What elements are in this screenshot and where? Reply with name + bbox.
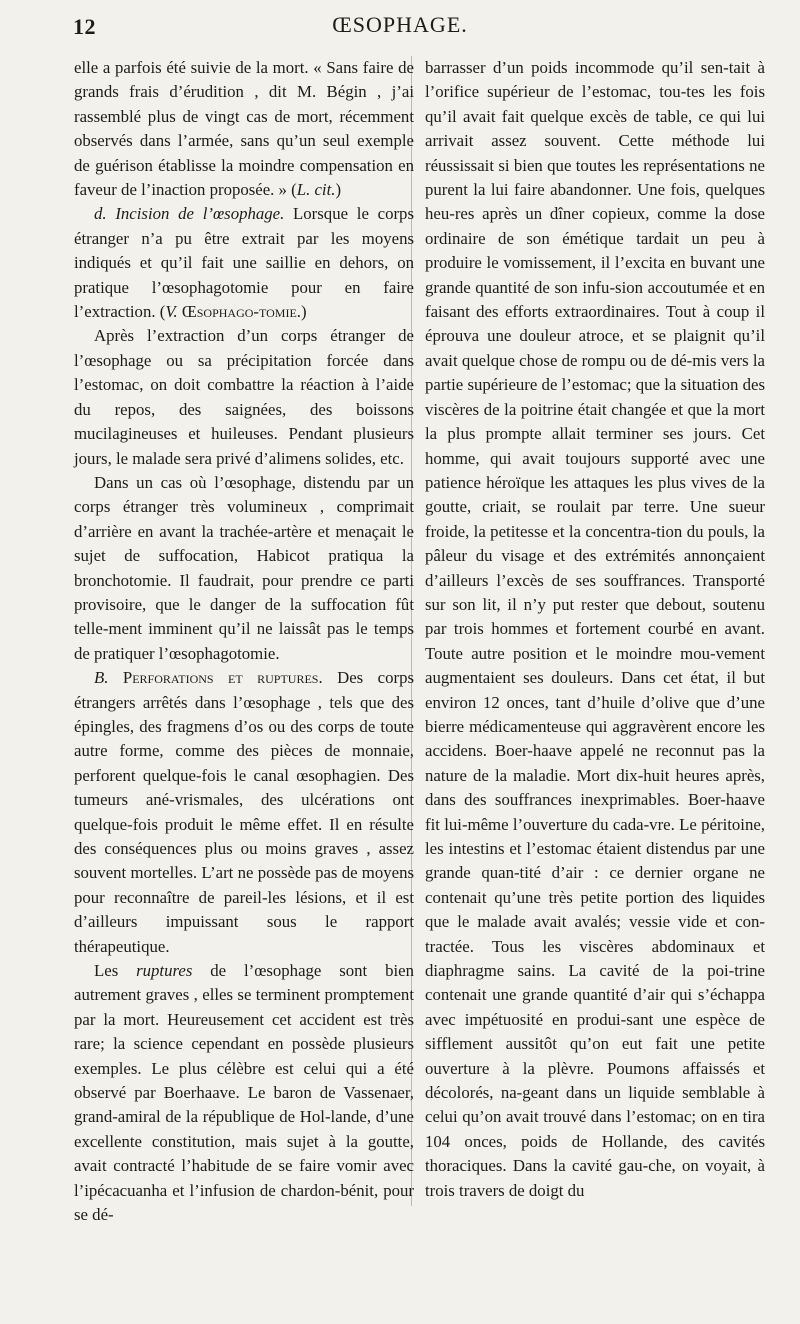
left-column <box>74 56 414 1228</box>
paragraph-text: ) <box>300 302 307 322</box>
paragraph <box>74 202 414 324</box>
paragraph-text: Lorsque le corps étranger n’a pu être extrait par les moyens indiqués et qu’il fait une saillie en dehors, on pratique l’œsophagotomie pour en faire l’extraction. ( <box>74 204 414 322</box>
paragraph <box>74 56 414 202</box>
paragraph <box>74 666 414 959</box>
paragraph: Dans un cas où l’œsophage, distendu par un corps étranger très volumineux , comprimait d’arrière en avant la trachée-artère et menaçait le sujet de suffocation, Habicot pratiqua la bronchotomie. Il faudrait, pour prendre ce parti provisoire, que le danger de la suffocation fût telle-ment imminent qu’il ne laissât pas le temps de pratiquer l’œsophagotomie. <box>74 472 414 663</box>
see-reference: V. <box>165 302 178 322</box>
running-head: ŒSOPHAGE. <box>332 12 468 37</box>
paragraph-text: ) <box>335 180 342 200</box>
right-column <box>425 56 765 1203</box>
section-heading: Perforations et ruptures. <box>108 668 323 688</box>
page-number: 12 <box>73 14 96 39</box>
paragraph-text: elle a parfois été suivie de la mort. « Sans faire de grands frais d’érudition , dit M. Bégin , j’ai rassemblé plus de vingt cas de mort, récemment observés dans l’armée, sans qu’un seul exemple de guérison établisse la moindre compensation en faveur de l’inaction proposée. » ( <box>74 58 414 200</box>
paragraph <box>74 959 414 1227</box>
paragraph: barrasser d’un poids incommode qu’il sen-tait à l’orifice supérieur de l’estomac, tou-tes les fois qu’il avait fait quelque excès de table, ce qui lui arrivait assez souvent. Cette méthode lui réussissait si bien que toutes les représentations ne purent la lui faire abandonner. Une fois, quelques heu-res après un dîner copieux, comme la dose ordinaire de son émétique tardait un peu à produire le vomissement, il l’excita en buvant une grande quantité de son infu-sion accoutumée et en faisant des efforts extraordinaires. Tout à coup il éprouva une douleur atroce, et se plaignit qu’il avait quelque chose de rompu ou de dé-mis vers la partie supérieure de l’estomac; que la situation des viscères de la poitrine était changée et que la mort la plus prompte allait terminer ses jours. Cet homme, qui avait toujours supporté avec une patience héroïque les attaques les plus vives de la goutte, criait, se roulait par terre. Une sueur froide, la petitesse et la concentra-tion du pouls, la pâleur du visage et des extrémités annonçaient d’ailleurs l’excès de ses souffrances. Transporté sur son lit, il n’y put rester que debout, soutenu par trois hommes et fortement courbé en avant. Toute autre position et le moindre mou-vement augmentaient ses douleurs. Dans cet état, il but environ 12 onces, tant d’huile d’olive que d’une bierre médicamenteuse qui aggravèrent encore les accidens. Boer-haave appelé ne reconnut pas la nature de la maladie. Mort dix-huit heures après, dans des souffrances inexprimables. Boer-haave fit lui-même l’ouverture du cada-vre. Le péritoine, les intestins et l’estomac étaient distendus par une grande quan-tité d’air : ce dernier organe ne contenait qu’une très petite portion des liquides que le malade avait avalés; vessie vide et con-tractée. Tous les viscères abdominaux et diaphragme sains. La cavité de la poi-trine contenait une grande quantité d’air qui s’échappa avec impétuosité en produi-sant une espèce de sifflement aussitôt qu’on eut fait une petite ouverture à la plèvre. Poumons affaissés et décolorés, na-geant dans un liquide semblable à celui qu’on avait trouvé dans l’estomac; on en tira 104 onces, poids de Hollande, des cavités thoraciques. Dans la cavité gau-che, on voyait, à trois travers de doigt du <box>425 58 765 1200</box>
paragraph-text: Des corps étrangers arrêtés dans l’œsophage , tels que des épingles, des fragmens d’os ou des corps de toute autre forme, comme des pièces de monnaie, perforent quelque-fois le canal œsophagien. Des tumeurs ané-vrismales, des ulcérations ont quelque-fois produit le même effet. Il en résulte des conséquences plus ou moins graves , assez souvent mortelles. L’art ne possède pas de moyens pour reconnaître de pareil-les lésions, et il est d’ailleurs impuissant sous le rapport thérapeutique. <box>74 668 415 956</box>
citation: L. cit. <box>296 180 336 200</box>
section-label: d. Incision de l’œsophage. <box>94 204 285 224</box>
section-label: B. <box>94 668 109 688</box>
paragraph-text: de l’œsophage sont bien autrement graves , elles se terminent promptement par la mort. Heureusement cet accident est très rare; la science cependant en possède plusieurs exemples. Le plus célèbre est celui qui a été observé par Boerhaave. Le baron de Vassenaer, grand-amiral de la république de Hol-lande, d’une excellente constitution, mais sujet à la goutte, avait contracté l’habitude de se faire vomir avec l’ipécacuanha et l’infusion de chardon-bénit, pour se dé- <box>74 961 414 1225</box>
emphasis: ruptures <box>136 961 193 981</box>
paragraph: Après l’extraction d’un corps étranger de l’œsophage ou sa précipitation forcée dans l’estomac, on doit combattre la réaction à l’aide du repos, des saignées, des boissons mucilagineuses et huileuses. Pendant plusieurs jours, le malade sera privé d’alimens solides, etc. <box>74 326 414 468</box>
cross-reference: Œsophago-tomie. <box>177 302 301 322</box>
paragraph-text: Les <box>94 961 137 981</box>
